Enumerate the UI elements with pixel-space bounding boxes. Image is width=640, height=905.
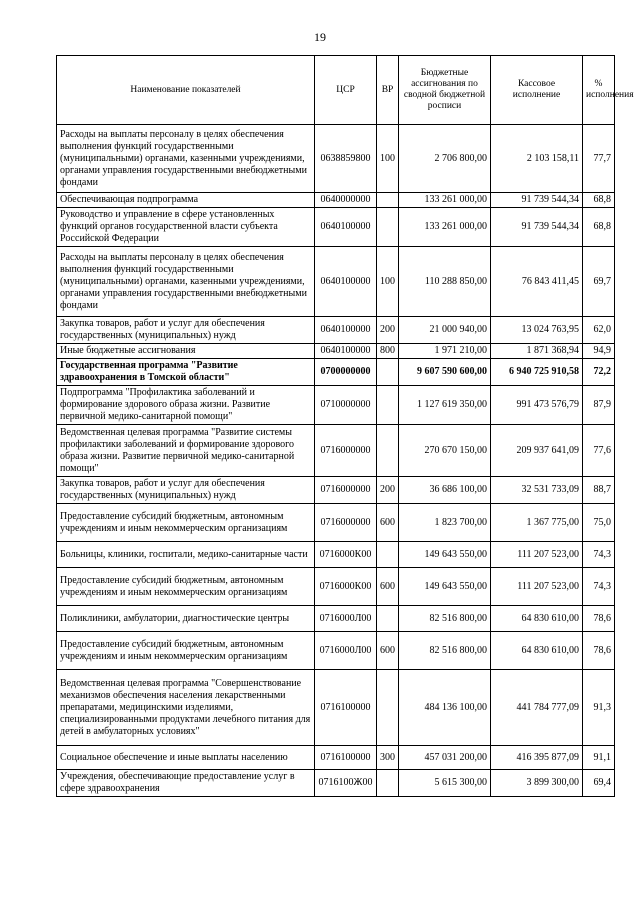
row-vr: 200 [377,477,399,504]
table-row [57,746,615,770]
table-row [57,125,615,193]
table-row [57,504,615,542]
row-cash: 6 940 725 910,58 [491,359,583,386]
row-cash: 1 871 368,94 [491,344,583,359]
table-row [57,670,615,746]
row-vr [377,359,399,386]
row-csr: 0716000000 [315,504,377,542]
row-budget: 149 643 550,00 [399,568,491,606]
row-pct: 88,7 [583,477,615,504]
table-row [57,606,615,632]
table-row [57,425,615,477]
row-csr: 0716000К00 [315,542,377,568]
row-name: Расходы на выплаты персоналу в целях обеспечения выполнения функций государственными (муниципальными) органами, казенными учреждениями, органами управления государственными внебюджетными фондами [57,125,315,193]
row-pct: 68,8 [583,193,615,208]
row-budget: 484 136 100,00 [399,670,491,746]
table-row [57,542,615,568]
row-vr [377,770,399,797]
row-pct: 74,3 [583,542,615,568]
row-budget: 82 516 800,00 [399,606,491,632]
row-name: Иные бюджетные ассигнования [57,344,315,359]
table-row [57,477,615,504]
table-row [57,632,615,670]
row-vr: 300 [377,746,399,770]
row-cash: 1 367 775,00 [491,504,583,542]
row-vr: 100 [377,247,399,317]
row-csr: 0640100000 [315,344,377,359]
row-name: Поликлиники, амбулатории, диагностические центры [57,606,315,632]
row-name: Социальное обеспечение и иные выплаты населению [57,746,315,770]
row-name: Обеспечивающая подпрограмма [57,193,315,208]
row-name: Ведомственная целевая программа "Развитие системы профилактики заболеваний и формирование здорового образа жизни. Развитие первичной медико-санитарной помощи" [57,425,315,477]
row-pct: 78,6 [583,632,615,670]
row-vr [377,606,399,632]
table-row [57,317,615,344]
header-vr: ВР [377,56,399,125]
row-budget: 270 670 150,00 [399,425,491,477]
row-cash: 64 830 610,00 [491,606,583,632]
header-budget: Бюджетные ассигнования по сводной бюджетной росписи [399,56,491,125]
row-budget: 82 516 800,00 [399,632,491,670]
row-budget: 133 261 000,00 [399,208,491,247]
row-name: Учреждения, обеспечивающие предоставление услуг в сфере здравоохранения [57,770,315,797]
page-number: 19 [314,30,326,44]
row-pct: 74,3 [583,568,615,606]
row-pct: 78,6 [583,606,615,632]
row-pct: 75,0 [583,504,615,542]
row-csr: 0716000Л00 [315,606,377,632]
row-cash: 91 739 544,34 [491,208,583,247]
table-row [57,208,615,247]
row-budget: 110 288 850,00 [399,247,491,317]
row-csr: 0716000000 [315,477,377,504]
row-vr: 600 [377,504,399,542]
row-budget: 9 607 590 600,00 [399,359,491,386]
row-csr: 0716100Ж00 [315,770,377,797]
row-pct: 68,8 [583,208,615,247]
row-vr: 600 [377,632,399,670]
row-csr: 0638859800 [315,125,377,193]
row-name: Государственная программа "Развитие здравоохранения в Томской области" [57,359,315,386]
row-pct: 69,7 [583,247,615,317]
row-cash: 209 937 641,09 [491,425,583,477]
header-pct: % исполнения [583,56,615,125]
row-cash: 111 207 523,00 [491,568,583,606]
row-csr: 0716000К00 [315,568,377,606]
row-vr [377,542,399,568]
row-csr: 0640000000 [315,193,377,208]
row-pct: 77,6 [583,425,615,477]
table-row [57,359,615,386]
table-row [57,770,615,797]
row-csr: 0716100000 [315,746,377,770]
row-name: Ведомственная целевая программа "Совершенствование механизмов обеспечения населения лекарственными препаратами, медицинскими изделиями, специализированными продуктами лечебного питания для детей в амбулаторных условиях" [57,670,315,746]
row-cash: 32 531 733,09 [491,477,583,504]
row-budget: 1 127 619 350,00 [399,386,491,425]
row-cash: 76 843 411,45 [491,247,583,317]
row-vr [377,670,399,746]
row-budget: 2 706 800,00 [399,125,491,193]
row-name: Предоставление субсидий бюджетным, автономным учреждениям и иным некоммерческим организациям [57,504,315,542]
row-cash: 3 899 300,00 [491,770,583,797]
table-row [57,568,615,606]
row-pct: 72,2 [583,359,615,386]
row-csr: 0640100000 [315,317,377,344]
row-vr: 200 [377,317,399,344]
row-pct: 69,4 [583,770,615,797]
row-csr: 0700000000 [315,359,377,386]
table-row [57,386,615,425]
row-pct: 91,1 [583,746,615,770]
row-cash: 111 207 523,00 [491,542,583,568]
row-cash: 441 784 777,09 [491,670,583,746]
row-csr: 0710000000 [315,386,377,425]
row-csr: 0716100000 [315,670,377,746]
row-budget: 457 031 200,00 [399,746,491,770]
row-pct: 87,9 [583,386,615,425]
row-vr [377,193,399,208]
row-name: Предоставление субсидий бюджетным, автономным учреждениям и иным некоммерческим организациям [57,568,315,606]
row-csr: 0716000000 [315,425,377,477]
header-csr: ЦСР [315,56,377,125]
table-row [57,193,615,208]
budget-table [56,55,634,797]
row-name: Руководство и управление в сфере установленных функций органов государственной власти субъекта Российской Федерации [57,208,315,247]
header-cash: Кассовое исполнение [491,56,583,125]
row-pct: 62,0 [583,317,615,344]
row-vr: 100 [377,125,399,193]
row-budget: 1 971 210,00 [399,344,491,359]
row-vr [377,425,399,477]
row-vr: 600 [377,568,399,606]
row-pct: 91,3 [583,670,615,746]
table-row [57,344,615,359]
header-row [57,56,615,125]
row-cash: 91 739 544,34 [491,193,583,208]
row-csr: 0640100000 [315,208,377,247]
row-name: Предоставление субсидий бюджетным, автономным учреждениям и иным некоммерческим организациям [57,632,315,670]
row-cash: 2 103 158,11 [491,125,583,193]
row-name: Подпрограмма "Профилактика заболеваний и формирование здорового образа жизни. Развитие первичной медико-санитарной помощи" [57,386,315,425]
row-name: Больницы, клиники, госпитали, медико-санитарные части [57,542,315,568]
table-body [57,125,615,797]
row-name: Закупка товаров, работ и услуг для обеспечения государственных (муниципальных) нужд [57,317,315,344]
row-vr: 800 [377,344,399,359]
row-cash: 13 024 763,95 [491,317,583,344]
header-name: Наименование показателей [57,56,315,125]
row-budget: 5 615 300,00 [399,770,491,797]
row-csr: 0716000Л00 [315,632,377,670]
row-vr [377,208,399,247]
row-name: Расходы на выплаты персоналу в целях обеспечения выполнения функций государственными (муниципальными) органами, казенными учреждениями, органами управления государственными внебюджетными фондами [57,247,315,317]
row-pct: 94,9 [583,344,615,359]
row-cash: 416 395 877,09 [491,746,583,770]
row-budget: 133 261 000,00 [399,193,491,208]
row-budget: 1 823 700,00 [399,504,491,542]
row-cash: 991 473 576,79 [491,386,583,425]
row-csr: 0640100000 [315,247,377,317]
table-row [57,247,615,317]
row-pct: 77,7 [583,125,615,193]
row-cash: 64 830 610,00 [491,632,583,670]
row-vr [377,386,399,425]
row-budget: 21 000 940,00 [399,317,491,344]
row-budget: 36 686 100,00 [399,477,491,504]
row-budget: 149 643 550,00 [399,542,491,568]
row-name: Закупка товаров, работ и услуг для обеспечения государственных (муниципальных) нужд [57,477,315,504]
